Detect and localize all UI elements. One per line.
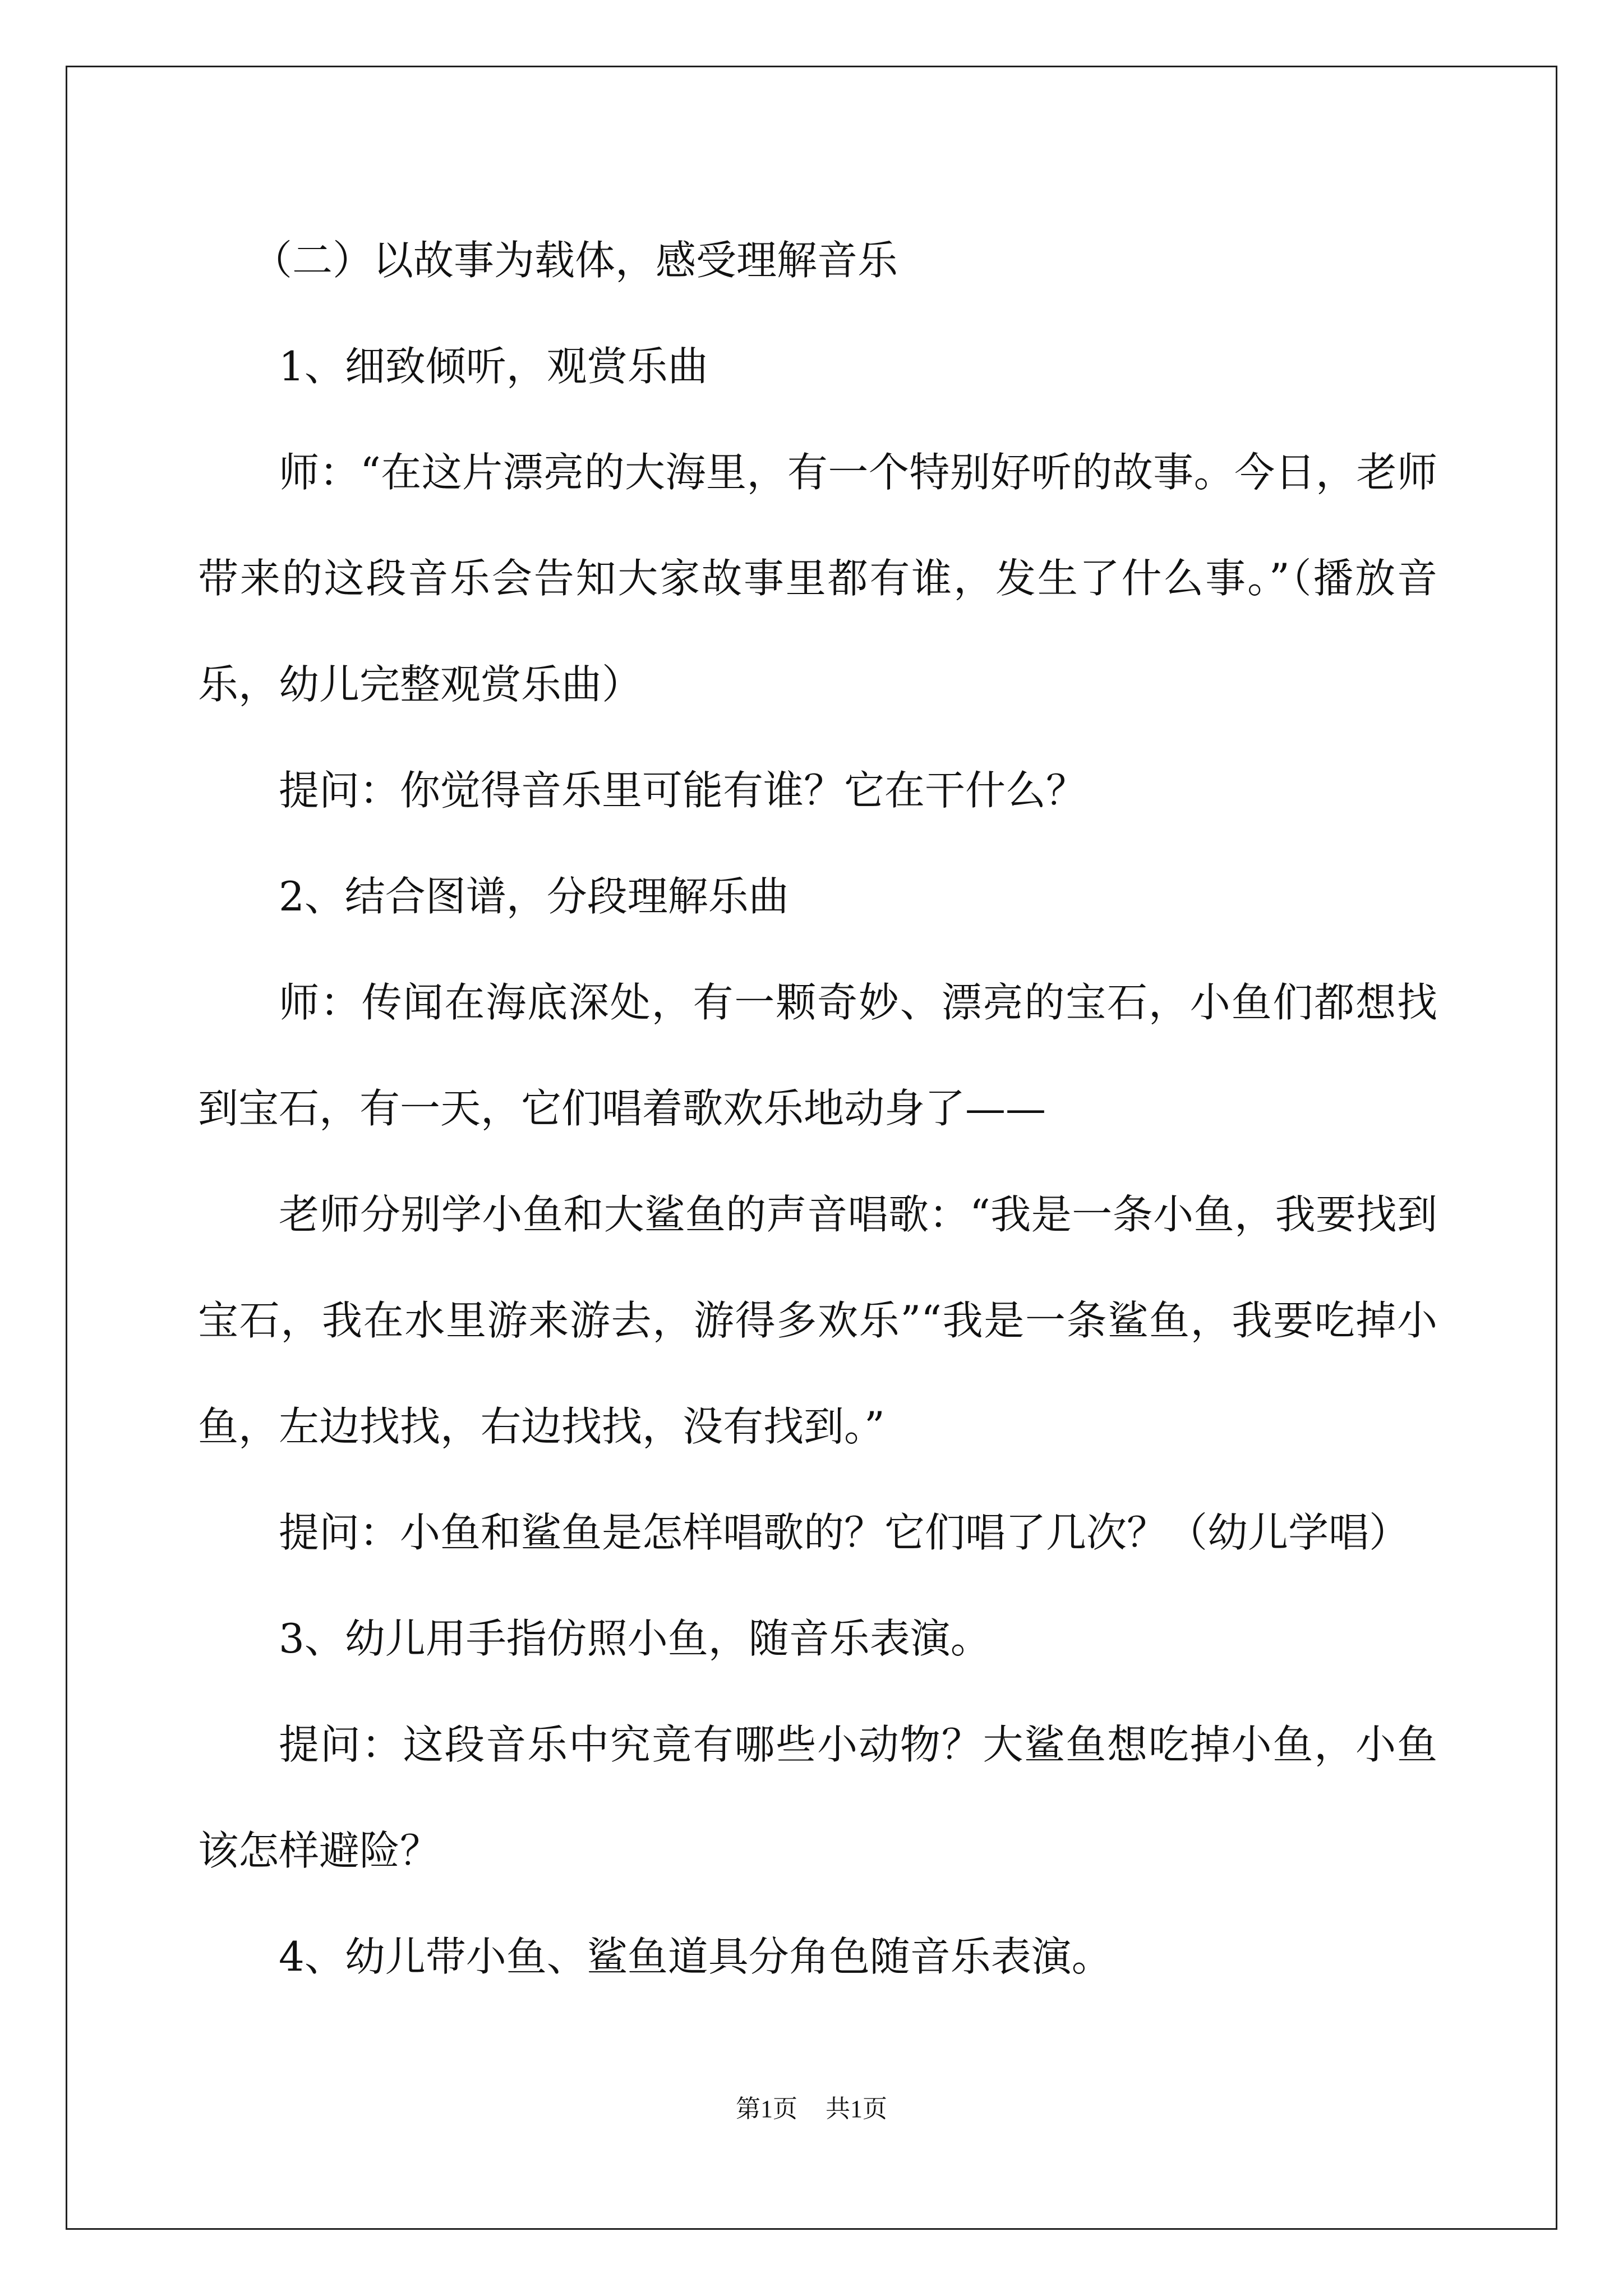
question-2: 提问：小鱼和鲨鱼是怎样唱歌的？它们唱了几次？（幼儿学唱）	[279, 1509, 1410, 1556]
question-3: 提问：这段音乐中究竟有哪些小动物？大鲨鱼想吃掉小鱼，小鱼该怎样避险？	[198, 1721, 1437, 1874]
step-heading-1: 1、细致倾听，观赏乐曲	[279, 343, 708, 390]
document-body	[198, 208, 1437, 2010]
step-heading-2: 2、结合图谱，分段理解乐曲	[279, 873, 789, 920]
page-number-current: 第1页	[736, 2095, 797, 2123]
page-number-total: 共1页	[826, 2095, 887, 2123]
step-heading-3: 3、幼儿用手指仿照小鱼，随音乐表演。	[279, 1615, 991, 1662]
step-heading-4: 4、幼儿带小鱼、鲨鱼道具分角色随音乐表演。	[279, 1933, 1112, 1980]
teacher-narration-2: 师：传闻在海底深处，有一颗奇妙、漂亮的宝石，小鱼们都想找到宝石，有一天，它们唱着歌欢乐地动身了——	[198, 979, 1437, 1132]
section-heading: （二）以故事为载体，感受理解音乐	[252, 237, 898, 284]
teacher-narration-1: 师：“在这片漂亮的大海里，有一个特别好听的故事。今日，老师带来的这段音乐会告知大家故事里都有谁，发生了什么事。”（播放音乐，幼儿完整观赏乐曲）	[198, 449, 1437, 708]
question-1: 提问：你觉得音乐里可能有谁？它在干什么？	[279, 767, 1087, 814]
teacher-song: 老师分别学小鱼和大鲨鱼的声音唱歌：“我是一条小鱼，我要找到宝石，我在水里游来游去，游得多欢乐”“我是一条鲨鱼，我要吃掉小鱼，左边找找，右边找找，没有找到。”	[198, 1191, 1437, 1450]
page-footer	[0, 2088, 1623, 2124]
